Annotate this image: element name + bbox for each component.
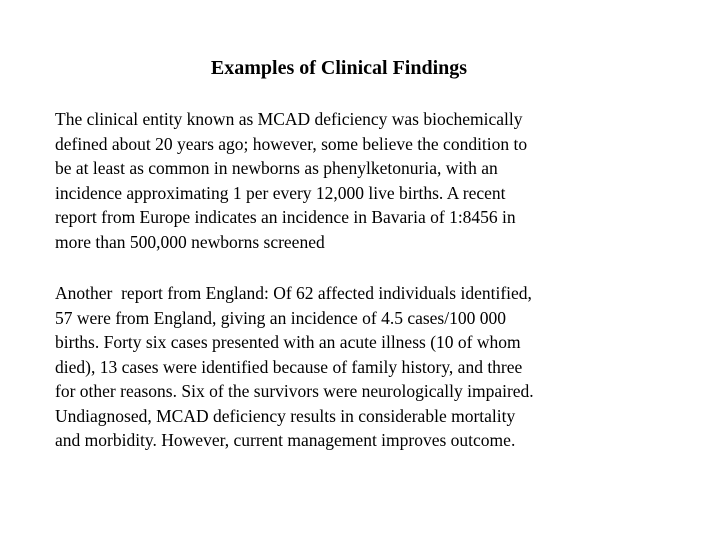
paragraph-line: for other reasons. Six of the survivors were neurologically impaired.: [55, 381, 534, 401]
paragraph-line: be at least as common in newborns as phenylketonuria, with an: [55, 158, 498, 178]
paragraph-england-report: [55, 281, 645, 453]
paragraph-line: defined about 20 years ago; however, some believe the condition to: [55, 133, 528, 154]
paragraph-line: died), 13 cases were identified because of family history, and three: [55, 356, 523, 377]
paragraph-line: Another report from England: Of 62 affected individuals identified,: [55, 283, 532, 303]
paragraph-line: Undiagnosed, MCAD deficiency results in considerable mortality: [55, 405, 516, 426]
paragraph-line: and morbidity. However, current management improves outcome.: [55, 430, 516, 450]
paragraph-line: more than 500,000 newborns screened: [55, 231, 325, 252]
paragraph-line: 57 were from England, giving an incidence of 4.5 cases/100 000: [55, 307, 506, 328]
paragraph-line: births. Forty six cases presented with an acute illness (10 of whom: [55, 332, 521, 352]
paragraph-line: report from Europe indicates an incidence in Bavaria of 1:8456 in: [55, 207, 516, 227]
slide-title: Examples of Clinical Findings: [210, 57, 468, 79]
paragraph-line: incidence approximating 1 per every 12,000 live births. A recent: [55, 182, 506, 203]
slide-body: [55, 107, 645, 453]
paragraph-incidence-europe: [55, 107, 645, 254]
paragraph-line: The clinical entity known as MCAD deficiency was biochemically: [55, 109, 523, 129]
